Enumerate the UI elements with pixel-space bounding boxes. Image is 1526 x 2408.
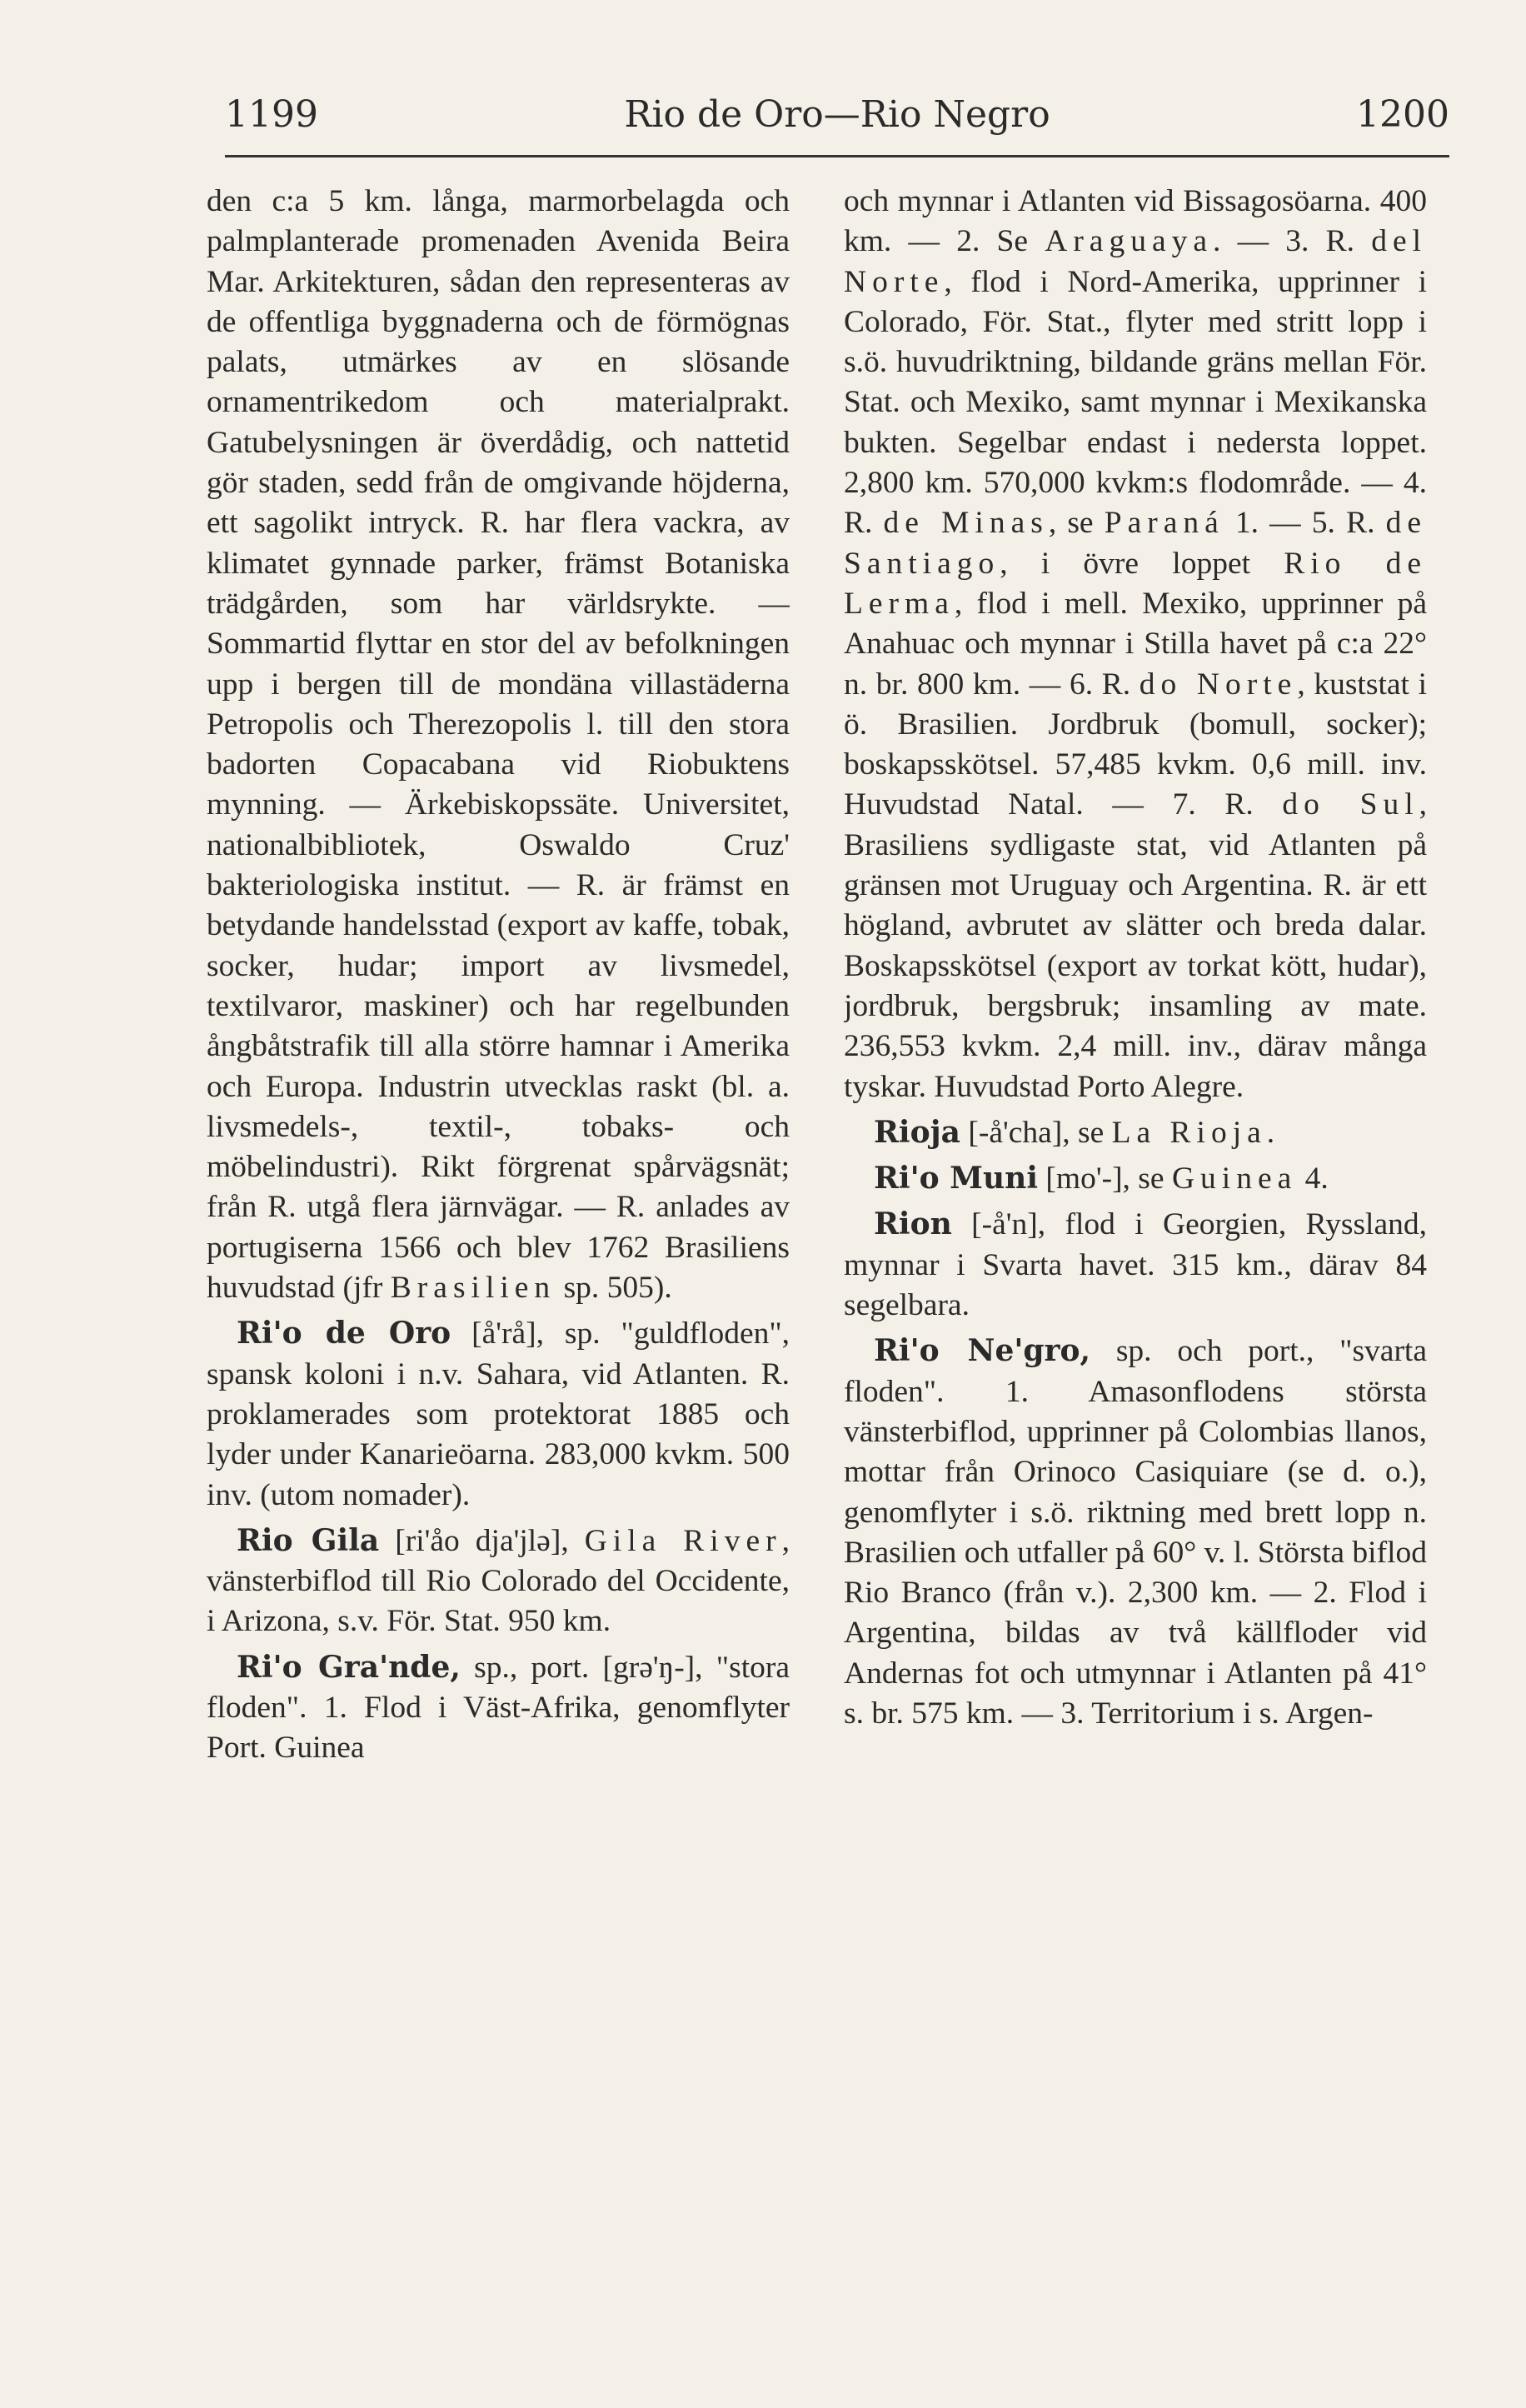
running-title: Rio de Oro—Rio Negro <box>624 93 1050 136</box>
header-rule <box>225 155 1449 157</box>
cross-reference: del Norte <box>844 224 1427 299</box>
cross-reference: Rio de Lerma <box>844 546 1427 621</box>
continuation-paragraph: och mynnar i Atlanten vid Bissagosöarna. 400 km. — 2. Se Araguaya. — 3. R. del Norte, flod i Nord-Amerika, upprinner i Colorado, För. Stat., flyter med stritt lopp i s.ö. huvudriktning, bildande gräns mellan För. Stat. och Mexiko, samt mynnar i Mexikanska bukten. Segelbar endast i nedersta loppet. 2,800 km. 570,000 kvkm:s flodområde. — 4. R. de Minas, se Paraná 1. — 5. R. de Santiago, i övre loppet Rio de Lerma, flod i mell. Mexiko, upprinner på Anahuac och mynnar i Stilla havet på c:a 22° n. br. 800 km. — 6. R. do Norte, kuststat i ö. Brasilien. Jordbruk (bomull, socker); boskapsskötsel. 57,485 kvkm. 0,6 mill. inv. Huvudstad Natal. — 7. R. do Sul, Brasiliens sydligaste stat, vid Atlanten på gränsen mot Uruguay och Argentina. R. är ett högland, avbrutet av slätter och breda dalar. Boskapsskötsel (export av torkat kött, hudar), jordbruk, bergsbruk; insamling av mate. 236,553 kvkm. 2,4 mill. inv., därav många tyskar. Huvudstad Porto Alegre. <box>844 184 1427 1104</box>
headword: Ri'o de Oro <box>237 1316 451 1351</box>
cross-reference: Paraná <box>1104 506 1224 541</box>
cross-reference: de Minas <box>883 506 1049 541</box>
cross-reference: Brasilien <box>390 1271 556 1306</box>
entry-rioja: Rioja [-å'cha], se La Rioja. <box>874 1114 1275 1150</box>
page-number-right: 1200 <box>1356 93 1449 136</box>
cross-reference: do Norte <box>1139 667 1298 702</box>
headword: Ri'o Ne'gro, <box>874 1333 1091 1369</box>
headword: Rio Gila <box>237 1522 380 1558</box>
headword: Rion <box>874 1206 952 1242</box>
page-header <box>225 90 1449 140</box>
entry-rio-gila: Rio Gila [ri'åo dja'jlə], Gila River, vänsterbiflod till Rio Colorado del Occidente, i Arizona, s.v. För. Stat. 950 km. <box>207 1522 790 1639</box>
entry-rion: Rion [-å'n], flod i Georgien, Ryssland, mynnar i Svarta havet. 315 km., därav 84 segelbara. <box>844 1206 1427 1323</box>
entry-rio-de-oro: Ri'o de Oro [å'rå], sp. "guldfloden", spansk koloni i n.v. Sahara, vid Atlanten. R. proklamerades som protektorat 1885 och lyder under Kanarieöarna. 283,000 kvkm. 500 inv. (utom nomader). <box>207 1316 790 1512</box>
entry-rio-grande: Ri'o Gra'nde, sp., port. [grə'ŋ-], "stora floden". 1. Flod i Väst-Afrika, genomflyter Port. Guinea <box>207 1649 790 1766</box>
headword: Ri'o Muni <box>874 1161 1039 1197</box>
continuation-paragraph: den c:a 5 km. långa, marmorbelagda och palmplanterade promenaden Avenida Beira Mar. Arkitekturen, sådan den representeras av de offentliga byggnaderna och de förmögnas palats, utmärkes av en slösande ornamentrikedom och materialprakt. Gatubelysningen är överdådig, och nattetid gör staden, sedd från de omgivande höjderna, ett sagolikt intryck. R. har flera vackra, av klimatet gynnade parker, främst Botaniska trädgården, som har världsrykte. — Sommartid flyttar en stor del av befolkningen upp i bergen till de mondäna villastäderna Petropolis och Therezopolis l. till den stora badorten Copacabana vid Riobuktens mynning. — Ärkebiskopssäte. Universitet, nationalbibliotek, Oswaldo Cruz' bakteriologiska institut. — R. är främst en betydande handelsstad (export av kaffe, tobak, socker, hudar; import av livsmedel, textilvaror, maskiner) och har regelbunden ångbåtstrafik till alla större hamnar i Amerika och Europa. Industrin utvecklas raskt (bl. a. livsmedels-, textil-, tobaks- och möbelindustri). Rikt förgrenat spårvägsnät; från R. utgå flera järnvägar. — R. anlades av portugiserna 1566 och blev 1762 Brasiliens huvudstad (jfr Brasilien sp. 505). <box>207 184 790 1306</box>
headword: Ri'o Gra'nde, <box>237 1649 461 1685</box>
right-column <box>844 182 1427 2381</box>
cross-reference: de Santiago <box>844 506 1427 581</box>
cross-reference: La Rioja <box>1111 1115 1267 1150</box>
cross-reference: Gila River <box>584 1523 782 1558</box>
headword: Rioja <box>874 1114 960 1150</box>
left-column <box>207 182 790 2381</box>
page-number-left: 1199 <box>225 93 318 136</box>
cross-reference: Araguaya <box>1045 224 1213 259</box>
cross-reference: Guinea <box>1171 1162 1298 1197</box>
entry-rio-muni: Ri'o Muni [mo'-], se Guinea 4. <box>874 1161 1329 1197</box>
entry-rio-negro: Ri'o Ne'gro, sp. och port., "svarta floden". 1. Amasonflodens största vänsterbiflod, upprinner på Colombias llanos, mottar från Orinoco Casiquiare (se d. o.), genomflyter i s.ö. riktning med brett lopp n. Brasilien och utfaller på 60° v. l. Största biflod Rio Branco (från v.). 2,300 km. — 2. Flod i Argentina, bildas av två källfloder vid Andernas fot och utmynnar i Atlanten på 41° s. br. 575 km. — 3. Territorium i s. Argen- <box>844 1333 1427 1731</box>
cross-reference: do Sul <box>1282 787 1419 822</box>
